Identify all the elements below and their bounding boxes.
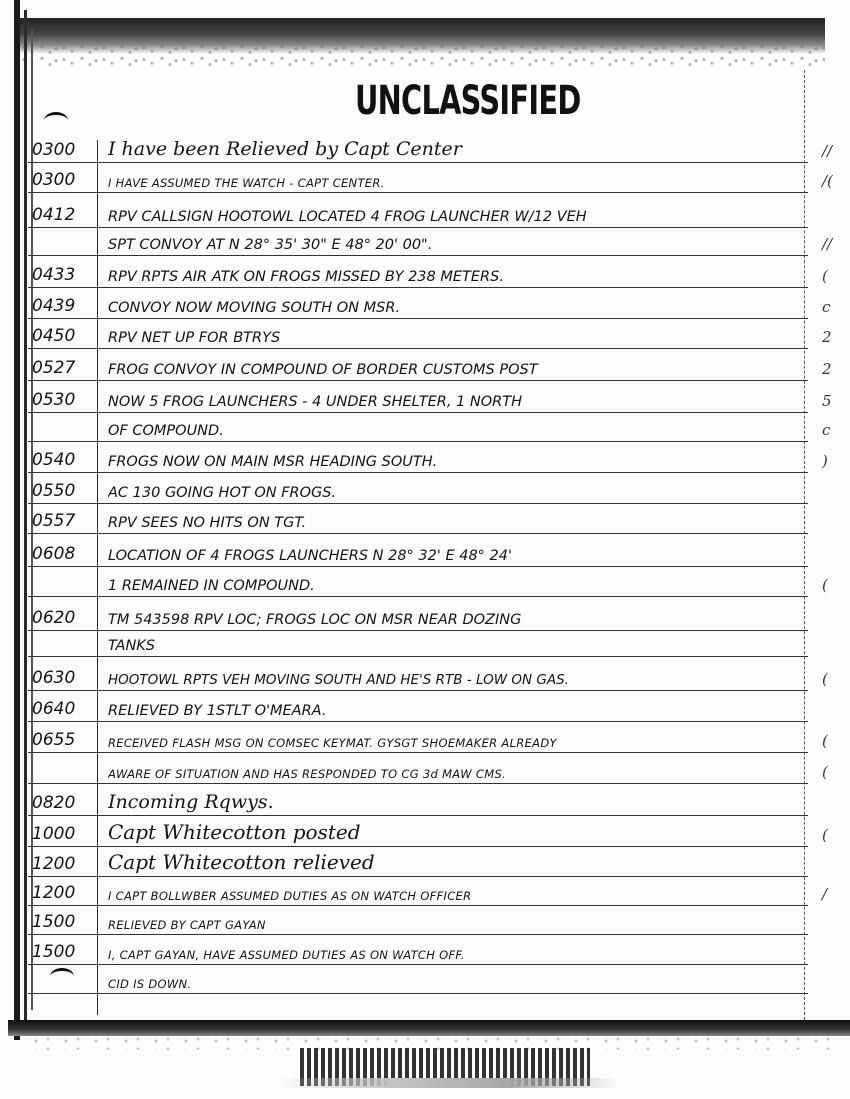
log-time: 0820 <box>32 793 76 813</box>
log-row <box>28 783 808 816</box>
scan-border-left-inner <box>24 10 27 1030</box>
margin-mark: /( <box>822 172 833 190</box>
log-row <box>28 814 828 847</box>
log-row <box>28 440 828 473</box>
log-row <box>28 316 832 349</box>
log-entry-text: RPV CALLSIGN HOOTOWL LOCATED 4 FROG LAUNCHER W/12 VEH <box>108 209 587 225</box>
scan-border-left <box>14 0 20 1040</box>
log-time: 0433 <box>32 265 76 285</box>
log-entry-text: HOOTOWL RPTS VEH MOVING SOUTH AND HE'S RTB - LOW ON GAS. <box>108 672 569 688</box>
log-time: 1500 <box>32 942 76 962</box>
log-entry-text: RPV NET UP FOR BTRYS <box>108 330 281 346</box>
margin-mark: ( <box>822 826 828 844</box>
log-entry-text: Incoming Rqwys. <box>108 791 274 813</box>
margin-mark: ( <box>822 267 828 285</box>
log-entry-text: Capt Whitecotton posted <box>108 820 361 844</box>
log-row <box>28 534 808 567</box>
log-time: 0300 <box>32 170 76 190</box>
log-row <box>28 564 828 597</box>
log-row <box>28 501 808 534</box>
log-row <box>28 160 833 193</box>
log-entry-text: OF COMPOUND. <box>108 423 224 439</box>
log-entry-text: RPV SEES NO HITS ON TGT. <box>108 515 307 531</box>
log-time: 1500 <box>32 912 76 932</box>
margin-mark: ( <box>822 576 828 594</box>
log-time: 0550 <box>32 481 76 501</box>
log-row <box>28 223 833 256</box>
log-row <box>28 471 808 504</box>
log-time: 1200 <box>32 883 76 903</box>
log-time: 0608 <box>32 544 76 564</box>
log-entry-text: RELIEVED BY CAPT GAYAN <box>108 918 266 932</box>
margin-mark: c <box>822 298 831 316</box>
log-time: 0530 <box>32 390 76 410</box>
scan-border-bottom <box>8 1020 850 1036</box>
log-entry-text: CONVOY NOW MOVING SOUTH ON MSR. <box>108 300 401 316</box>
log-row <box>28 130 833 163</box>
log-entry-text: LOCATION OF 4 FROGS LAUNCHERS N 28° 32' E 48° 24' <box>108 548 512 564</box>
log-entry-text: I, CAPT GAYAN, HAVE ASSUMED DUTIES AS ON WATCH OFF. <box>108 948 465 962</box>
log-row <box>28 409 831 442</box>
log-row <box>28 720 828 753</box>
log-entry-text: 1 REMAINED IN COMPOUND. <box>108 578 315 594</box>
margin-mark: ( <box>822 732 828 750</box>
log-entry-text: AC 130 GOING HOT ON FROGS. <box>108 485 337 501</box>
log-row <box>28 658 828 691</box>
log-time: 0655 <box>32 730 76 750</box>
log-time: 0439 <box>32 296 76 316</box>
log-time: 0640 <box>32 699 76 719</box>
log-row <box>28 624 808 657</box>
log-entry-text: CID IS DOWN. <box>108 977 192 991</box>
scan-noise-top <box>20 44 825 68</box>
margin-mark: / <box>822 885 828 903</box>
margin-mark: ( <box>822 670 828 688</box>
log-entry-text: NOW 5 FROG LAUNCHERS - 4 UNDER SHELTER, 1 NORTH <box>108 394 523 410</box>
log-time: 0620 <box>32 608 76 628</box>
margin-mark: // <box>822 142 833 160</box>
log-time: 0540 <box>32 450 76 470</box>
margin-mark: 2 <box>822 360 832 378</box>
log-time: 0630 <box>32 668 76 688</box>
log-row <box>28 348 832 381</box>
log-entry-text: I HAVE ASSUMED THE WATCH - CAPT CENTER. <box>108 176 385 190</box>
log-row <box>28 751 828 784</box>
log-time: 0557 <box>32 511 76 531</box>
log-time: 0300 <box>32 140 76 160</box>
log-row <box>28 902 808 935</box>
log-entry-text: I CAPT BOLLWBER ASSUMED DUTIES AS ON WATCH OFFICER <box>108 889 472 903</box>
margin-mark: // <box>822 235 833 253</box>
log-entry-text: FROGS NOW ON MAIN MSR HEADING SOUTH. <box>108 454 438 470</box>
log-row <box>28 286 831 319</box>
log-entry-text: AWARE OF SITUATION AND HAS RESPONDED TO CG 3d MAW CMS. <box>108 767 507 781</box>
log-time: 0450 <box>32 326 76 346</box>
margin-mark: 5 <box>822 392 832 410</box>
margin-mark: 2 <box>822 328 832 346</box>
log-row <box>28 961 808 994</box>
hole-punch-mark-top <box>44 112 68 129</box>
margin-mark: c <box>822 421 831 439</box>
classification-stamp: UNCLASSIFIED <box>355 78 581 124</box>
log-entry-text: TANKS <box>108 638 156 654</box>
classification-stamp-bottom-smudged <box>300 1048 590 1086</box>
log-entry-text: RPV RPTS AIR ATK ON FROGS MISSED BY 238 METERS. <box>108 269 504 285</box>
log-time: 1200 <box>32 854 76 874</box>
log-time: 1000 <box>32 824 76 844</box>
log-row <box>28 689 808 722</box>
log-entry-text: I have been Relieved by Capt Center <box>108 138 462 160</box>
log-entry-text: SPT CONVOY AT N 28° 35' 30" E 48° 20' 00". <box>108 237 433 253</box>
log-entry-text: RELIEVED BY 1STLT O'MEARA. <box>108 703 327 719</box>
log-entry-text: RECEIVED FLASH MSG ON COMSEC KEYMAT. GYSGT SHOEMAKER ALREADY <box>108 736 557 750</box>
log-row <box>28 255 828 288</box>
log-entry-text: FROG CONVOY IN COMPOUND OF BORDER CUSTOMS POST <box>108 362 538 378</box>
log-entry-text: TM 543598 RPV LOC; FROGS LOC ON MSR NEAR DOZING <box>108 612 522 628</box>
log-time: 0527 <box>32 358 76 378</box>
margin-mark: ( <box>822 763 828 781</box>
log-time: 0412 <box>32 205 76 225</box>
margin-mark: ) <box>822 452 828 470</box>
log-entry-text: Capt Whitecotton relieved <box>108 850 375 874</box>
